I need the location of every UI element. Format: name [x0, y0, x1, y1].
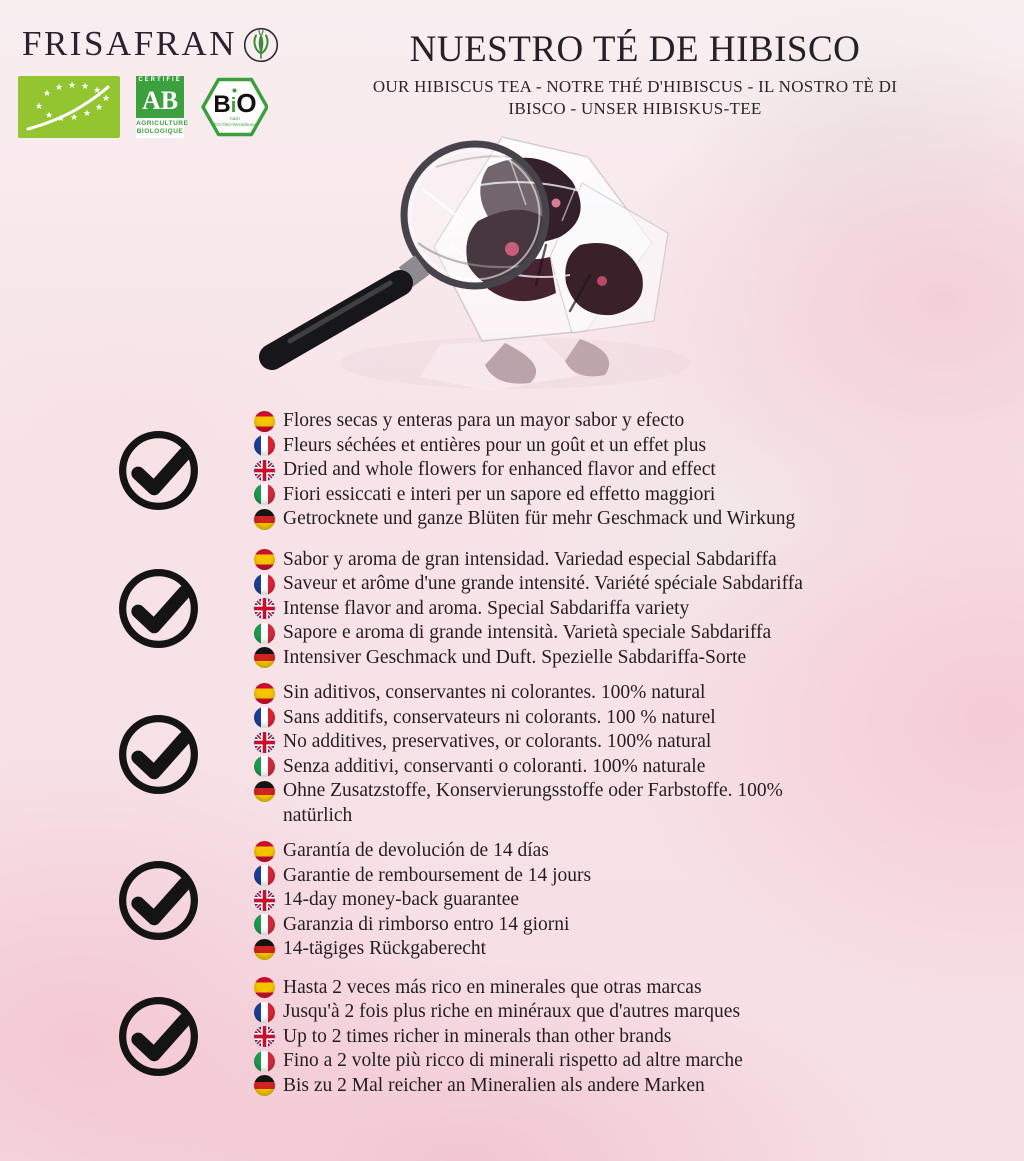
feature-text-fr: Sans additifs, conservateurs ni colorants. 100 % naturel	[283, 706, 716, 728]
feature-line	[254, 621, 954, 646]
france-flag-icon	[254, 865, 275, 886]
feature-line	[254, 730, 954, 755]
feature-section-money-back	[254, 839, 954, 962]
germany-flag-icon	[254, 1075, 275, 1096]
italy-flag-icon	[254, 756, 275, 777]
svg-text:★: ★	[54, 83, 64, 93]
certification-badges	[18, 76, 268, 138]
feature-line	[254, 409, 954, 434]
spain-flag-icon	[254, 411, 275, 432]
feature-text-it: Fino a 2 volte più ricco di minerali rispetto ad altre marche	[283, 1050, 743, 1071]
uk-flag-icon	[254, 598, 275, 619]
feature-text-de: Ohne Zusatzstoffe, Konservierungsstoffe oder Farbstoffe. 100% natürlich	[283, 780, 783, 826]
feature-text-fr: Jusqu'à 2 fois plus riche en minéraux que d'autres marques	[283, 1001, 741, 1022]
feature-text-de: Getrocknete und ganze Blüten für mehr Geschmack und Wirkung	[283, 508, 796, 529]
check-circle-icon	[112, 562, 205, 655]
feature-line	[254, 1049, 954, 1074]
spain-flag-icon	[254, 549, 275, 570]
spain-flag-icon	[254, 841, 275, 862]
magnifier-teabag-photo	[250, 125, 690, 395]
svg-text:★: ★	[34, 102, 44, 112]
feature-section-intense-flavor	[254, 548, 954, 671]
feature-text-fr: Fleurs séchées et entières pour un goût et un effet plus	[283, 434, 707, 456]
feature-text-es: Flores secas y enteras para un mayor sabor y efecto	[283, 410, 685, 431]
feature-line	[254, 434, 954, 459]
feature-text-es: Hasta 2 veces más rico en minerales que otras marcas	[283, 976, 702, 998]
svg-text:★: ★	[82, 109, 92, 119]
svg-text:nach: nach	[230, 116, 240, 121]
feature-list	[254, 409, 954, 1112]
feature-text-en: Up to 2 times richer in minerals than other brands	[283, 1025, 672, 1047]
uk-flag-icon	[254, 460, 275, 481]
germany-flag-icon	[254, 939, 275, 960]
feature-line	[254, 458, 954, 483]
svg-text:★: ★	[92, 86, 102, 96]
uk-flag-icon	[254, 732, 275, 753]
page-title: NUESTRO TÉ DE HIBISCO	[409, 29, 861, 70]
feature-text-en: Intense flavor and aroma. Special Sabdariffa variety	[283, 597, 690, 619]
feature-line	[254, 507, 954, 532]
svg-text:★: ★	[44, 111, 54, 121]
saffron-flower-circle-icon	[243, 27, 279, 63]
ab-initials: AB	[136, 84, 184, 118]
svg-text:★: ★	[80, 82, 90, 92]
svg-text:EG-Öko-Verordnung: EG-Öko-Verordnung	[214, 122, 256, 127]
italy-flag-icon	[254, 914, 275, 935]
feature-line	[254, 864, 954, 889]
germany-flag-icon	[254, 647, 275, 668]
check-circle-icon	[112, 990, 205, 1083]
feature-text-de: Bis zu 2 Mal reicher an Mineralien als andere Marken	[283, 1074, 705, 1096]
spain-flag-icon	[254, 683, 275, 704]
feature-section-no-additives	[254, 681, 954, 828]
ab-certifie-label: CERTIFIÉ	[136, 76, 184, 84]
check-circle-icon	[112, 424, 205, 517]
ab-footer: AGRICULTURE BIOLOGIQUE	[136, 118, 184, 138]
feature-text-fr: Garantie de remboursement de 14 jours	[283, 864, 592, 886]
page-title-block	[330, 30, 940, 120]
feature-text-es: Sabor y aroma de gran intensidad. Variedad especial Sabdariffa	[283, 548, 777, 570]
italy-flag-icon	[254, 484, 275, 505]
france-flag-icon	[254, 574, 275, 595]
feature-line	[254, 913, 954, 938]
feature-line	[254, 597, 954, 622]
svg-text:BiO: BiO	[213, 88, 257, 118]
reflection	[340, 337, 690, 391]
italy-flag-icon	[254, 1051, 275, 1072]
svg-text:★: ★	[69, 113, 79, 123]
ab-agriculture-biologique-logo	[136, 76, 189, 138]
feature-text-en: No additives, preservatives, or colorants. 100% natural	[283, 731, 712, 752]
france-flag-icon	[254, 707, 275, 728]
svg-text:★: ★	[101, 94, 111, 104]
feature-line	[254, 1074, 954, 1099]
feature-text-de: 14-tägiges Rückgaberecht	[283, 938, 487, 959]
feature-line	[254, 483, 954, 508]
feature-line	[254, 1025, 954, 1050]
page-subtitle: OUR HIBISCUS TEA - NOTRE THÉ D'HIBISCUS - IL NOSTRO TÈ DI IBISCO - UNSER HIBISKUS-TEE	[372, 77, 898, 118]
eu-organic-leaf-logo	[18, 76, 120, 138]
france-flag-icon	[254, 1002, 275, 1023]
uk-flag-icon	[254, 1026, 275, 1047]
feature-line	[254, 779, 954, 828]
check-circle-icon	[112, 708, 205, 801]
brand-name: FRISAFRAN	[22, 24, 238, 63]
feature-line	[254, 888, 954, 913]
feature-text-es: Garantía de devolución de 14 días	[283, 840, 549, 861]
feature-text-es: Sin aditivos, conservantes ni colorantes. 100% natural	[283, 682, 706, 703]
feature-text-en: 14-day money-back guarantee	[283, 889, 520, 910]
svg-text:★: ★	[42, 89, 52, 99]
feature-line	[254, 1000, 954, 1025]
germany-flag-icon	[254, 781, 275, 802]
svg-text:★: ★	[94, 103, 104, 113]
feature-text-fr: Saveur et arôme d'une grande intensité. Variété spéciale Sabdariffa	[283, 573, 803, 594]
feature-line	[254, 706, 954, 731]
spain-flag-icon	[254, 977, 275, 998]
check-circle-icon	[112, 854, 205, 947]
svg-text:★: ★	[67, 81, 77, 91]
france-flag-icon	[254, 435, 275, 456]
feature-line	[254, 572, 954, 597]
feature-text-it: Senza additivi, conservanti o coloranti. 100% naturale	[283, 755, 706, 777]
brand-logo	[22, 24, 279, 64]
feature-line	[254, 976, 954, 1001]
feature-line	[254, 839, 954, 864]
germany-flag-icon	[254, 509, 275, 530]
feature-section-minerals	[254, 976, 954, 1099]
feature-text-it: Garanzia di rimborso entro 14 giorni	[283, 913, 570, 935]
feature-text-it: Fiori essiccati e interi per un sapore ed effetto maggiori	[283, 483, 716, 505]
feature-line	[254, 937, 954, 962]
italy-flag-icon	[254, 623, 275, 644]
feature-line	[254, 646, 954, 671]
feature-line	[254, 548, 954, 573]
feature-line	[254, 681, 954, 706]
svg-text:★: ★	[56, 114, 66, 124]
uk-flag-icon	[254, 890, 275, 911]
feature-text-it: Sapore e aroma di grande intensità. Varietà speciale Sabdariffa	[283, 622, 772, 643]
feature-section-whole-flowers	[254, 409, 954, 532]
feature-text-en: Dried and whole flowers for enhanced flavor and effect	[283, 459, 716, 480]
feature-text-de: Intensiver Geschmack und Duft. Spezielle Sabdariffa-Sorte	[283, 646, 747, 668]
feature-line	[254, 755, 954, 780]
